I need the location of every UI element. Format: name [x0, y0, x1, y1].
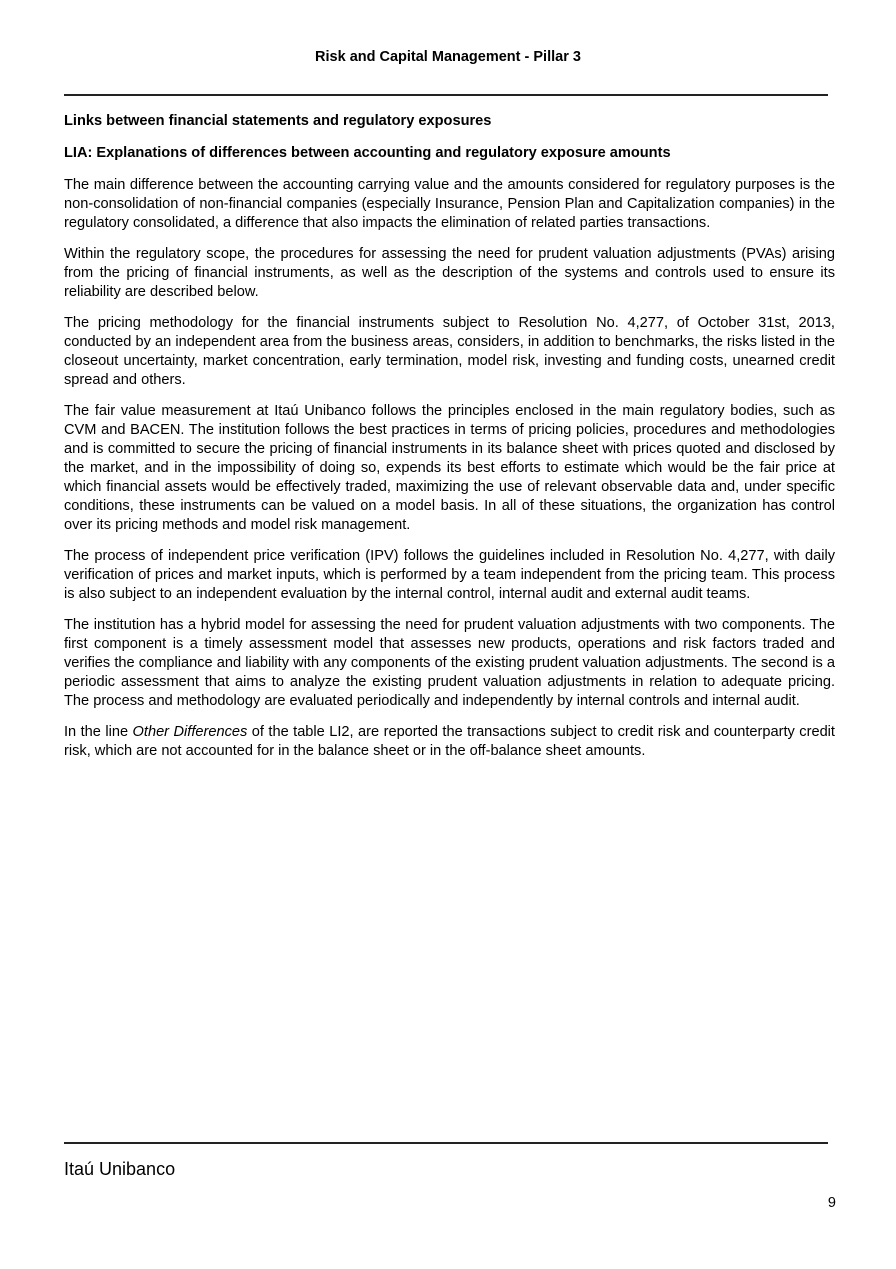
- page-number: 9: [827, 1195, 836, 1211]
- section-title: Links between financial statements and regulatory exposures: [64, 113, 492, 129]
- paragraph-1: The main difference between the accounting carrying value and the amounts considered for regulatory purposes is the non-consolidation of non-financial companies (especially Insurance, Pension Plan and Capitalization companies) in the regulatory consolidated, a difference that also impacts the elimination of related parties transactions.: [64, 177, 835, 231]
- paragraph-3: The pricing methodology for the financial instruments subject to Resolution No. 4,277, of October 31st, 2013, conducted by an independent area from the business areas, considers, in addition to benchmarks, the risks listed in the closeout uncertainty, market concentration, early termination, model risk, investing and funding costs, unearned credit spread and others.: [64, 315, 835, 388]
- paragraph-7-emphasis: Other Differences: [132, 724, 248, 740]
- document-body: [64, 112, 835, 773]
- section-subtitle: LIA: Explanations of differences between accounting and regulatory exposure amounts: [64, 145, 671, 161]
- paragraph-5: The process of independent price verification (IPV) follows the guidelines included in Resolution No. 4,277, with daily verification of prices and market inputs, which is performed by a team independent from the pricing team. This process is also subject to an independent evaluation by the internal control, internal audit and external audit teams.: [64, 548, 835, 602]
- paragraph-6: The institution has a hybrid model for assessing the need for prudent valuation adjustments with two components. The first component is a timely assessment model that assesses new products, operations and risk factors traded and verifies the compliance and liability with any components of the existing prudent valuation adjustments. The second is a periodic assessment that aims to analyze the existing prudent valuation adjustments in relation to adequate pricing. The process and methodology are evaluated periodically and independently by internal controls and internal audit.: [64, 617, 835, 709]
- footer-divider: [64, 1142, 828, 1144]
- paragraph-7-start: In the line: [64, 724, 133, 740]
- paragraph-7-end: of the table LI2, are reported the transactions subject to credit risk and counterparty credit risk, which are not accounted for in the balance sheet or in the off-balance sheet amounts.: [64, 724, 835, 759]
- paragraph-7: [64, 723, 835, 761]
- header-divider: [64, 94, 828, 96]
- footer-company-name: Itaú Unibanco: [64, 1159, 176, 1179]
- running-header-title: Risk and Capital Management - Pillar 3: [315, 49, 581, 65]
- paragraph-2: Within the regulatory scope, the procedures for assessing the need for prudent valuation adjustments (PVAs) arising from the pricing of financial instruments, as well as the description of the systems and controls used to ensure its reliability are described below.: [64, 246, 835, 300]
- paragraph-4: The fair value measurement at Itaú Unibanco follows the principles enclosed in the main regulatory bodies, such as CVM and BACEN. The institution follows the best practices in terms of pricing policies, procedures and methodologies and is committed to secure the pricing of financial instruments in its balance sheet with prices quoted and disclosed by the market, and in the impossibility of doing so, expends its best efforts to estimate which would be the fair price at which financial assets would be effectively traded, maximizing the use of relevant observable data and, under specific conditions, these instruments can be valued on a model basis. In all of these situations, the organization has control over its pricing methods and model risk management.: [64, 403, 835, 533]
